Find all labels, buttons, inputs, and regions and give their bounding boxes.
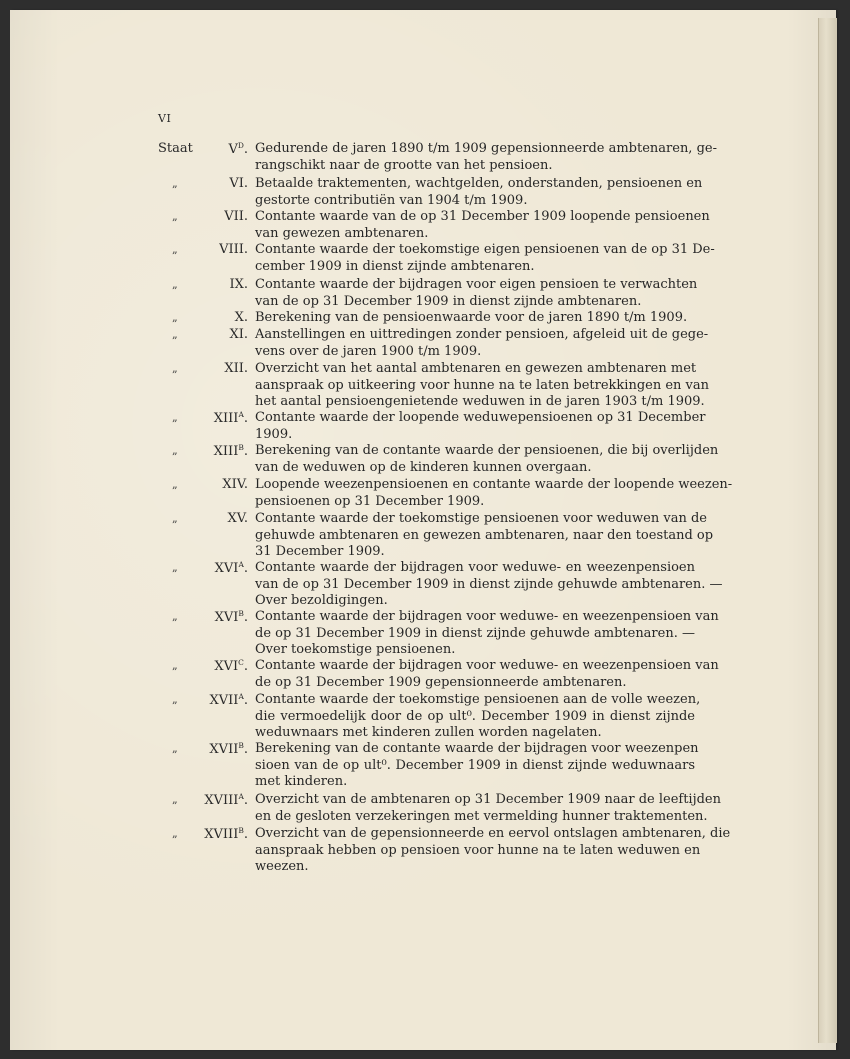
ditto-mark: „ — [172, 693, 178, 706]
description-line: Contante waarde der toekomstige eigen pensioenen van de op 31 De- — [255, 242, 715, 257]
ditto-mark: „ — [172, 311, 178, 324]
staat-number: $XVII^A$. — [209, 692, 248, 708]
description-line: Gedurende de jaren 1890 t/m 1909 gepensionneerde ambtenaren, ge- — [255, 141, 717, 156]
staat-description — [255, 209, 710, 242]
staat-description — [255, 443, 719, 476]
description-line: die vermoedelijk door de op ult⁰. December 1909 in dienst zijnde — [255, 708, 695, 724]
description-line: van de op 31 December 1909 in dienst zijnde gehuwde ambtenaren. — — [255, 576, 723, 592]
description-line: van de op 31 December 1909 in dienst zijnde ambtenaren. — [255, 293, 642, 309]
description-line: Loopende weezenpensioenen en contante waarde der loopende weezen- — [255, 477, 733, 492]
ditto-mark: „ — [172, 177, 178, 190]
staat-numeral: XVIII — [204, 827, 239, 842]
staat-description — [255, 327, 709, 360]
ditto-mark: „ — [172, 444, 178, 457]
description-line: Contante waarde der toekomstige pensioenen voor weduwen van de — [255, 511, 707, 526]
description-line: aanspraak hebben op pensioen voor hunne na te laten weduwen en — [255, 842, 701, 858]
staat-description — [255, 826, 731, 876]
staat-number: $XIII^B$. — [213, 443, 248, 459]
staat-description — [255, 477, 733, 510]
staat-numeral: XVI — [214, 659, 239, 674]
staat-number: VII. — [224, 209, 248, 224]
ditto-mark: „ — [172, 742, 178, 755]
staat-number: $XVIII^A$. — [204, 792, 248, 808]
description-line: 31 December 1909. — [255, 544, 385, 559]
description-line: van de weduwen op de kinderen kunnen overgaan. — [255, 459, 592, 475]
staat-number: $XVI^C$. — [214, 658, 248, 674]
description-line: Berekening van de contante waarde der bijdragen voor weezenpen — [255, 741, 699, 756]
staat-number: XIV. — [222, 477, 248, 492]
description-line: Contante waarde der bijdragen voor weduwe- en weezenpensioen van — [255, 658, 719, 673]
staat-number: X. — [234, 310, 248, 325]
description-line: gestorte contributiën van 1904 t/m 1909. — [255, 192, 528, 208]
staat-number: $XVII^B$. — [209, 741, 248, 757]
staat-description — [255, 692, 701, 742]
staat-suffix: A — [238, 792, 244, 801]
staat-suffix: D — [237, 141, 244, 150]
staat-number: IX. — [229, 277, 248, 292]
staat-numeral: V — [228, 142, 238, 157]
staat-numeral: XII — [224, 361, 244, 376]
description-line: en de gesloten verzekeringen met vermelding hunner traktementen. — [255, 808, 708, 824]
description-line: vens over de jaren 1900 t/m 1909. — [255, 343, 482, 359]
staat-description — [255, 176, 703, 209]
ditto-mark: „ — [172, 512, 178, 525]
staat-numeral: IX — [229, 277, 244, 292]
description-line: Over bezoldigingen. — [255, 593, 388, 608]
ditto-mark: „ — [172, 561, 178, 574]
staat-number: VIII. — [219, 242, 248, 257]
staat-description — [255, 741, 699, 791]
description-line: Berekening van de contante waarde der pensioenen, die bij overlijden — [255, 443, 719, 458]
staat-numeral: XVIII — [204, 793, 239, 808]
staat-description — [255, 361, 710, 411]
staat-number: XV. — [227, 511, 248, 526]
description-line: Berekening van de pensioenwaarde voor de jaren 1890 t/m 1909. — [255, 310, 688, 325]
description-line: Overzicht van het aantal ambtenaren en gewezen ambtenaren met — [255, 361, 697, 376]
staat-description — [255, 310, 695, 327]
ditto-mark: „ — [172, 411, 178, 424]
description-line: Overzicht van de gepensionneerde en eervol ontslagen ambtenaren, die — [255, 826, 731, 841]
description-line: de op 31 December 1909 in dienst zijnde gehuwde ambtenaren. — — [255, 625, 695, 641]
staat-description — [255, 410, 706, 443]
staat-number: XII. — [224, 361, 248, 376]
staat-numeral: XIII — [213, 411, 239, 426]
description-line: Over toekomstige pensioenen. — [255, 642, 456, 657]
description-line: Contante waarde van de op 31 December 1909 loopende pensioenen — [255, 209, 710, 224]
description-line: Aanstellingen en uittredingen zonder pensioen, afgeleid uit de gege- — [255, 327, 709, 342]
staat-description — [255, 609, 719, 659]
staat-suffix: B — [238, 826, 244, 835]
staat-description — [255, 792, 722, 825]
ditto-mark: „ — [172, 478, 178, 491]
description-line: pensioenen op 31 December 1909. — [255, 493, 485, 509]
staat-numeral: VI — [229, 176, 244, 191]
description-line: weezen. — [255, 859, 309, 874]
staat-numeral: XIV — [222, 477, 244, 492]
staat-numeral: XVI — [214, 610, 239, 625]
description-line: Contante waarde der bijdragen voor weduwe- en weezenpensioen — [255, 560, 695, 575]
staat-number: XI. — [229, 327, 248, 342]
ditto-mark: „ — [172, 610, 178, 623]
staat-numeral: VII — [224, 209, 244, 224]
description-line: de op 31 December 1909 gepensionneerde ambtenaren. — [255, 674, 627, 690]
staat-suffix: B — [238, 609, 244, 618]
ditto-mark: „ — [172, 659, 178, 672]
description-line: 1909. — [255, 426, 293, 442]
staat-description — [255, 658, 719, 691]
description-line: gehuwde ambtenaren en gewezen ambtenaren, naar den toestand op — [255, 527, 714, 543]
staat-description — [255, 141, 717, 174]
staat-number: VI. — [229, 176, 248, 191]
description-line: aanspraak op uitkeering voor hunne na te laten betrekkingen en van — [255, 377, 710, 393]
description-line: van gewezen ambtenaren. — [255, 225, 429, 241]
staat-numeral: XI — [229, 327, 244, 342]
staat-number: $XVI^A$. — [214, 560, 248, 576]
description-line: met kinderen. — [255, 774, 348, 789]
description-line: cember 1909 in dienst zijnde ambtenaren. — [255, 258, 535, 274]
staat-number: $XVIII^B$. — [204, 826, 248, 842]
staat-suffix: B — [238, 741, 244, 750]
description-line: weduwnaars met kinderen zullen worden nagelaten. — [255, 725, 602, 740]
description-line: sioen van de op ult⁰. December 1909 in dienst zijnde weduwnaars — [255, 757, 695, 773]
ditto-mark: „ — [172, 278, 178, 291]
ditto-mark: „ — [172, 362, 178, 375]
staat-numeral: XV — [227, 511, 244, 526]
staat-numeral: X — [234, 310, 244, 325]
staat-description — [255, 560, 723, 610]
description-line: het aantal pensioengenietende weduwen in de jaren 1903 t/m 1909. — [255, 394, 705, 409]
staat-numeral: XIII — [213, 444, 239, 459]
staat-suffix: A — [238, 692, 244, 701]
staat-numeral: XVI — [214, 561, 239, 576]
page-edge — [818, 18, 837, 1043]
staat-description — [255, 277, 698, 310]
staat-number: $XIII^A$. — [213, 410, 248, 426]
description-line: Betaalde traktementen, wachtgelden, onderstanden, pensioenen en — [255, 176, 703, 191]
staat-suffix: C — [238, 658, 244, 667]
staat-numeral: XVII — [209, 742, 239, 757]
staat-description — [255, 242, 715, 275]
ditto-mark: „ — [172, 210, 178, 223]
description-line: Contante waarde der bijdragen voor weduwe- en weezenpensioen van — [255, 609, 719, 624]
staat-description — [255, 511, 714, 561]
staat-numeral: XVII — [209, 693, 239, 708]
page-number: VI — [158, 112, 172, 125]
staat-label: Staat — [158, 141, 193, 156]
description-line: Contante waarde der bijdragen voor eigen pensioen te verwachten — [255, 277, 698, 292]
staat-numeral: VIII — [219, 242, 244, 257]
staat-suffix: B — [238, 443, 244, 452]
ditto-mark: „ — [172, 243, 178, 256]
staat-suffix: A — [238, 410, 244, 419]
description-line: Contante waarde der loopende weduwepensioenen op 31 December — [255, 410, 706, 425]
description-line: Contante waarde der toekomstige pensioenen aan de volle weezen, — [255, 692, 701, 707]
staat-number: $XVI^B$. — [214, 609, 248, 625]
ditto-mark: „ — [172, 793, 178, 806]
staat-suffix: A — [238, 560, 244, 569]
description-line: rangschikt naar de grootte van het pensioen. — [255, 157, 553, 173]
description-line: Overzicht van de ambtenaren op 31 December 1909 naar de leeftijden — [255, 792, 722, 807]
staat-number: $V^D$. — [228, 141, 248, 157]
ditto-mark: „ — [172, 328, 178, 341]
ditto-mark: „ — [172, 827, 178, 840]
